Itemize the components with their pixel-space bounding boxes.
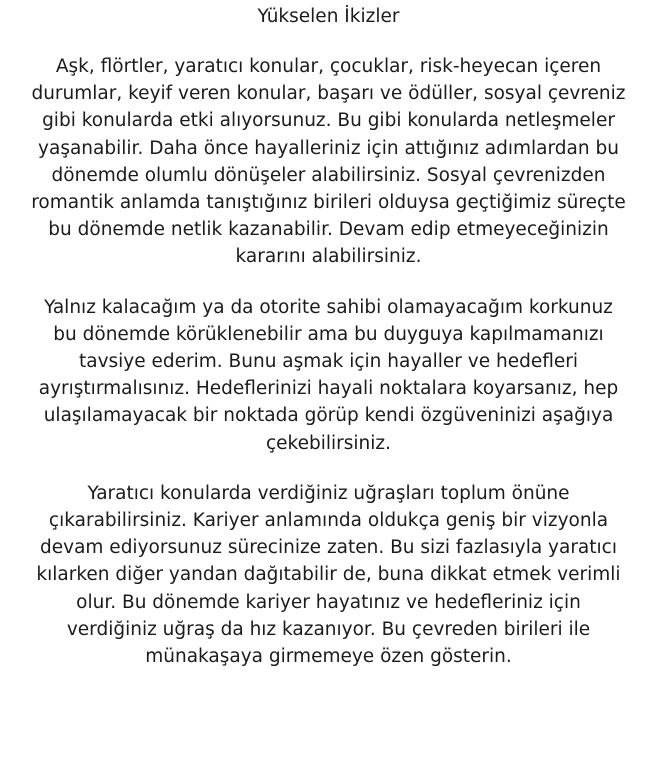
paragraph-fears-goals: Yalnız kalacağım ya da otorite sahibi olamayacağım korkunuz bu dönemde körüklenebilir ama bu duyguya kapılmamanızı tavsiye ederim. Bunu aşmak için hayaller ve hedefleri ayrıştırmalısınız. Hedeflerinizi hayali noktalara koyarsanız, hep ulaşılamayacak bir noktada görüp kendi özgüveninizi aşağıya çekebilirsiniz. [38, 296, 619, 454]
document-title: Yükselen İkizler [257, 6, 400, 27]
paragraph-career: Yaratıcı konularda verdiğiniz uğraşları toplum önüne çıkarabilirsiniz. Kariyer anlamında oldukça geniş bir vizyonla devam ediyorsunuz sürecinize zaten. Bu sizi fazlasıyla yaratıcı kılarken diğer yandan dağıtabilir de, buna dikkat etmek verimli olur. Bu dönemde kariyer hayatınız ve hedefleriniz için verdiğiniz uğraş da hız kazanıyor. Bu çevreden birileri ile münakaşaya girmemeye özen gösterin. [36, 482, 621, 668]
paragraph-love-creativity: Aşk, flörtler, yaratıcı konular, çocuklar, risk-heyecan içeren durumlar, keyif veren konular, başarı ve ödüller, sosyal çevreniz gibi konularda etki alıyorsunuz. Bu gibi konularda netleşmeler yaşanabilir. Daha önce hayalleriniz için attığınız adımlardan bu dönemde olumlu dönüşeler alabilirsiniz. Sosyal çevrenizden romantik anlamda tanıştığınız birileri olduysa geçtiğimiz süreçte bu dönemde netlik kazanabilir. Devam edip etmeyeceğinizin kararını alabilirsiniz. [31, 56, 626, 268]
